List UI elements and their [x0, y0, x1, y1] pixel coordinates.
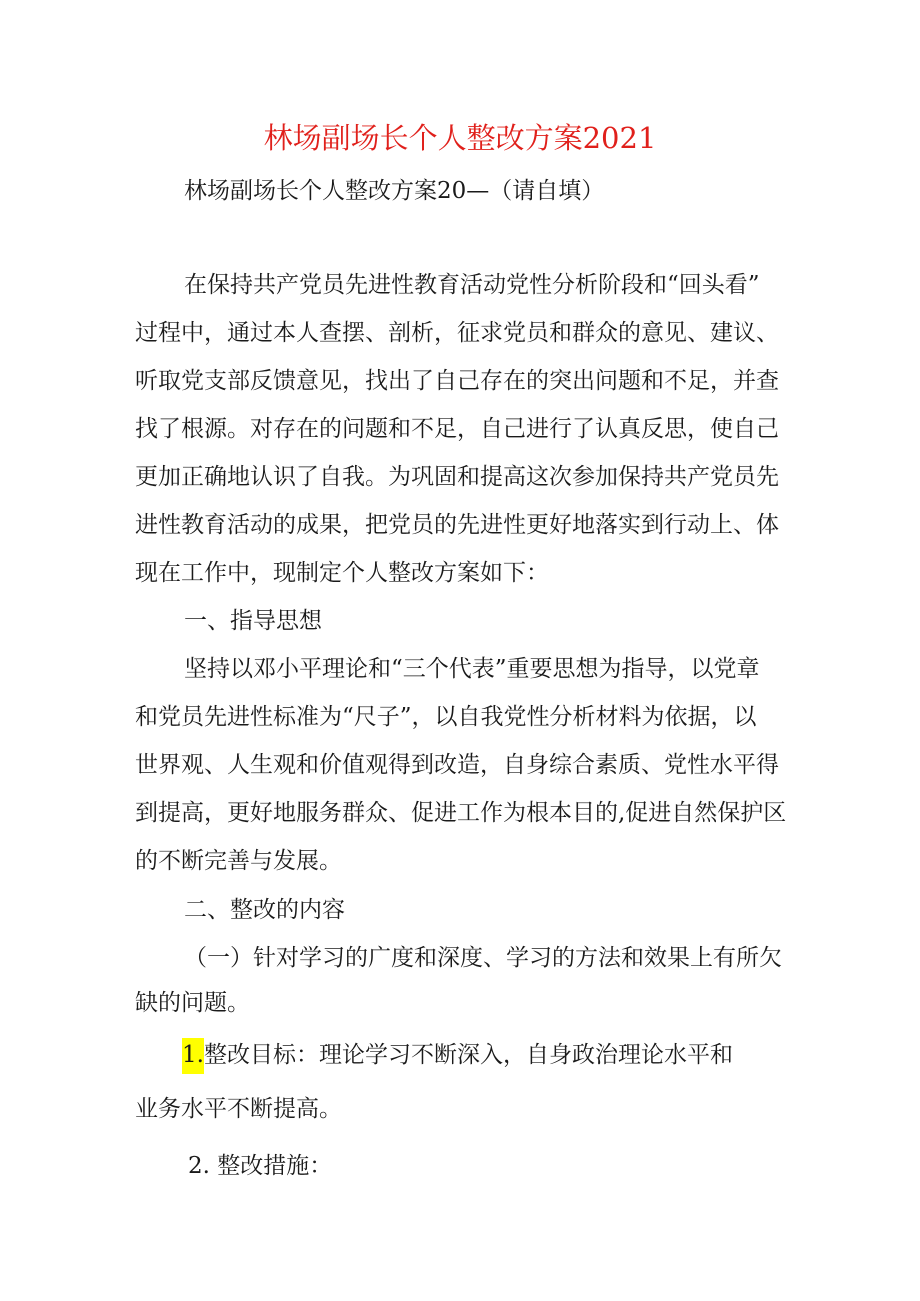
list-item: 2. 整改措施： [188, 1153, 333, 1179]
list-item [182, 1040, 733, 1070]
paragraph-line: （一）针对学习的广度和深度、学习的方法和效果上有所欠 [184, 945, 782, 971]
paragraph-line: 听取党支部反馈意见，找出了自己存在的突出问题和不足，并查 [135, 368, 779, 394]
paragraph-line: 和党员先进性标准为“尺子”，以自我党性分析材料为依据，以 [135, 704, 757, 730]
document-subtitle: 林场副场长个人整改方案20—（请自填） [184, 178, 605, 204]
paragraph-line: 更加正确地认识了自我。为巩固和提高这次参加保持共产党员先 [135, 464, 779, 490]
highlighted-number: 1. [182, 1038, 204, 1074]
paragraph-line: 到提高，更好地服务群众、促进工作为根本目的,促进自然保护区 [135, 800, 787, 826]
paragraph-line: 的不断完善与发展。 [135, 848, 342, 874]
paragraph-line: 世界观、人生观和价值观得到改造，自身综合素质、党性水平得 [135, 752, 779, 778]
paragraph-line: 进性教育活动的成果，把党员的先进性更好地落实到行动上、体 [135, 512, 779, 538]
document-title: 林场副场长个人整改方案2021 [263, 121, 657, 155]
section-heading: 一、指导思想 [184, 608, 322, 634]
paragraph-line: 过程中，通过本人查摆、剖析，征求党员和群众的意见、建议、 [135, 320, 779, 346]
paragraph-line: 找了根源。对存在的问题和不足，自己进行了认真反思，使自己 [135, 416, 779, 442]
paragraph-line: 坚持以邓小平理论和“三个代表”重要思想为指导，以党章 [184, 656, 760, 682]
section-heading: 二、整改的内容 [184, 897, 345, 923]
paragraph-line: 在保持共产党员先进性教育活动党性分析阶段和“回头看” [184, 272, 760, 298]
paragraph-line: 缺的问题。 [135, 990, 250, 1016]
list-item-continuation: 业务水平不断提高。 [135, 1096, 342, 1122]
paragraph-line: 现在工作中，现制定个人整改方案如下： [135, 560, 549, 586]
list-item-text: 整改目标：理论学习不断深入，自身政治理论水平和 [203, 1042, 733, 1068]
